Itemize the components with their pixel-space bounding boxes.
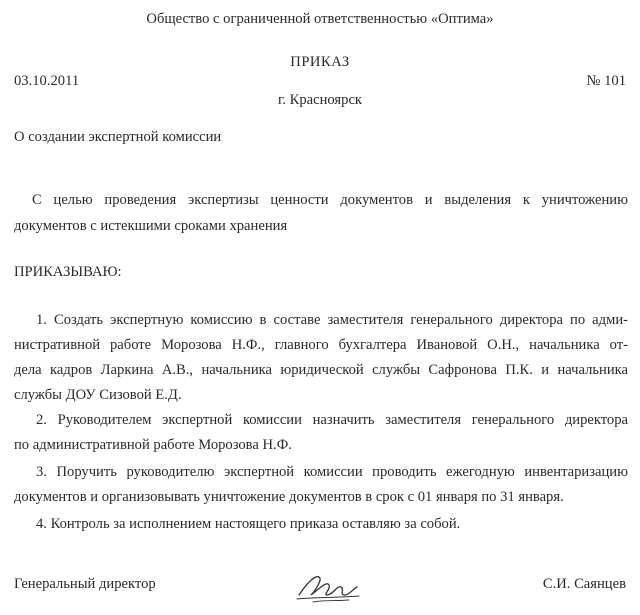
item-1-line-2: нистративной работе Морозова Н.Ф., главного бухгалтера Ивановой О.Н., начальника от- [14, 337, 628, 353]
item-1-line-3: дела кадров Ларкина А.В., начальника юридической службы Сафронова П.К. и начальника [14, 362, 628, 378]
order-word: ПРИКАЗЫВАЮ: [14, 264, 122, 280]
item-1-line-4: службы ДОУ Сизовой Е.Д. [14, 387, 182, 403]
document-type: ПРИКАЗ [290, 54, 350, 70]
document-number: № 101 [586, 73, 626, 89]
signature [293, 569, 363, 605]
item-3-line-1: 3. Поручить руководителю экспертной комиссии проводить ежегодную инвентаризацию [36, 464, 628, 480]
document-date: 03.10.2011 [14, 73, 80, 89]
intro-line-2: документов с истекшими сроками хранения [14, 218, 288, 234]
item-1-line-1: 1. Создать экспертную комиссию в составе заместителя генерального директора по адми- [36, 312, 628, 328]
item-2-line-1: 2. Руководителем экспертной комиссии назначить заместителя генерального директора [36, 412, 628, 428]
item-4: 4. Контроль за исполнением настоящего приказа оставляю за собой. [36, 516, 461, 532]
signer-title: Генеральный директор [14, 576, 156, 592]
intro-line-1: С целью проведения экспертизы ценности документов и выделения к уничтожению [32, 192, 628, 208]
document-city: г. Красноярск [277, 92, 363, 108]
signer-name: С.И. Саянцев [542, 576, 626, 592]
item-3-line-2: документов и организовывать уничтожение документов в срок с 01 января по 31 января. [14, 489, 564, 505]
organization-name: Общество с ограниченной ответственностью «Оптима» [146, 11, 494, 27]
item-2-line-2: по административной работе Морозова Н.Ф. [14, 437, 292, 453]
document-subject: О создании экспертной комиссии [14, 129, 222, 145]
